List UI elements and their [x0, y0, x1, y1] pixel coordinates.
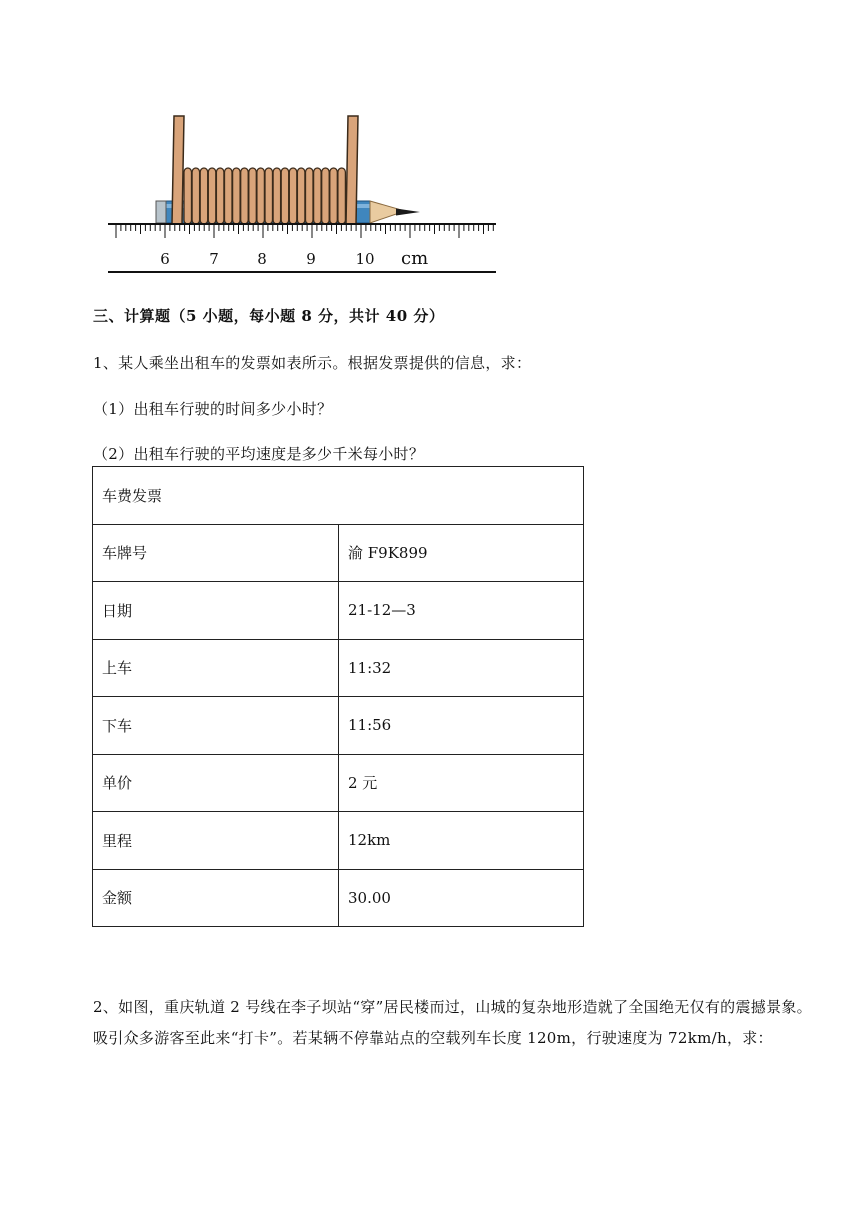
question-1-text: 1、某人乘坐出租车的发票如表所示。根据发票提供的信息，求：	[93, 354, 532, 372]
row-value: 渝 F9K899	[339, 524, 584, 582]
table-row	[93, 582, 584, 640]
row-value: 11:32	[339, 639, 584, 697]
coil-turn	[265, 168, 273, 224]
row-value: 11:56	[339, 697, 584, 755]
table-header-row	[93, 467, 584, 525]
coil-turn	[273, 168, 281, 224]
invoice-title: 车费发票	[93, 467, 584, 525]
table-row	[93, 754, 584, 812]
coil-turn	[208, 168, 216, 224]
coil-turn	[184, 168, 192, 224]
row-label: 单价	[93, 754, 339, 812]
question-1-sub-2: （2）出租车行驶的平均速度是多少千米每小时？	[93, 445, 425, 463]
coil-turn	[233, 168, 241, 224]
coil-turn	[330, 168, 338, 224]
table-row	[93, 697, 584, 755]
ruler-label-9: 9	[306, 250, 316, 268]
row-value: 21-12—3	[339, 582, 584, 640]
row-label: 下车	[93, 697, 339, 755]
coil-turn	[249, 168, 256, 224]
row-value: 12km	[339, 812, 584, 870]
coil-turn	[200, 168, 208, 224]
coil-turn	[314, 168, 322, 224]
coil-turn	[225, 168, 233, 224]
ruler-unit: cm	[401, 248, 429, 269]
table-row	[93, 812, 584, 870]
table-row	[93, 524, 584, 582]
wire-coil	[172, 116, 358, 224]
ruler-label-6: 6	[160, 250, 170, 268]
coil-ruler-diagram	[100, 108, 500, 280]
coil-turn	[306, 168, 314, 224]
coil-turn	[289, 168, 297, 224]
row-label: 上车	[93, 639, 339, 697]
coil-turn	[338, 168, 346, 224]
row-value: 2 元	[339, 754, 584, 812]
row-label: 车牌号	[93, 524, 339, 582]
row-value: 30.00	[339, 869, 584, 927]
question-2-text: 2、如图，重庆轨道 2 号线在李子坝站“穿”居民楼而过，山城的复杂地形造就了全国绝无仅有的震撼景象。吸引众多游客至此来“打卡”。若某辆不停靠站点的空载列车长度 120m，行驶速度为 72km/h，求：	[93, 998, 812, 1047]
coil-turn	[281, 168, 289, 224]
ruler-label-8: 8	[257, 250, 267, 268]
row-label: 日期	[93, 582, 339, 640]
section-title: 三、计算题（5 小题，每小题 8 分，共计 40 分）	[93, 307, 445, 325]
ruler-label-7: 7	[209, 250, 219, 268]
coil-turn	[192, 168, 200, 224]
coil-turn	[257, 168, 265, 224]
ruler-labels	[160, 248, 428, 269]
table-row	[93, 869, 584, 927]
table-row	[93, 639, 584, 697]
ruler-label-10: 10	[355, 250, 375, 268]
question-1-sub-1: （1）出租车行驶的时间多少小时？	[93, 400, 333, 418]
taxi-invoice-table	[92, 466, 584, 927]
coil-turn	[216, 168, 224, 224]
row-label: 金额	[93, 869, 339, 927]
coil-ruler-figure	[100, 108, 500, 280]
row-label: 里程	[93, 812, 339, 870]
coil-turn	[297, 168, 305, 224]
coil-turn	[322, 168, 330, 224]
coil-turn	[241, 168, 249, 224]
